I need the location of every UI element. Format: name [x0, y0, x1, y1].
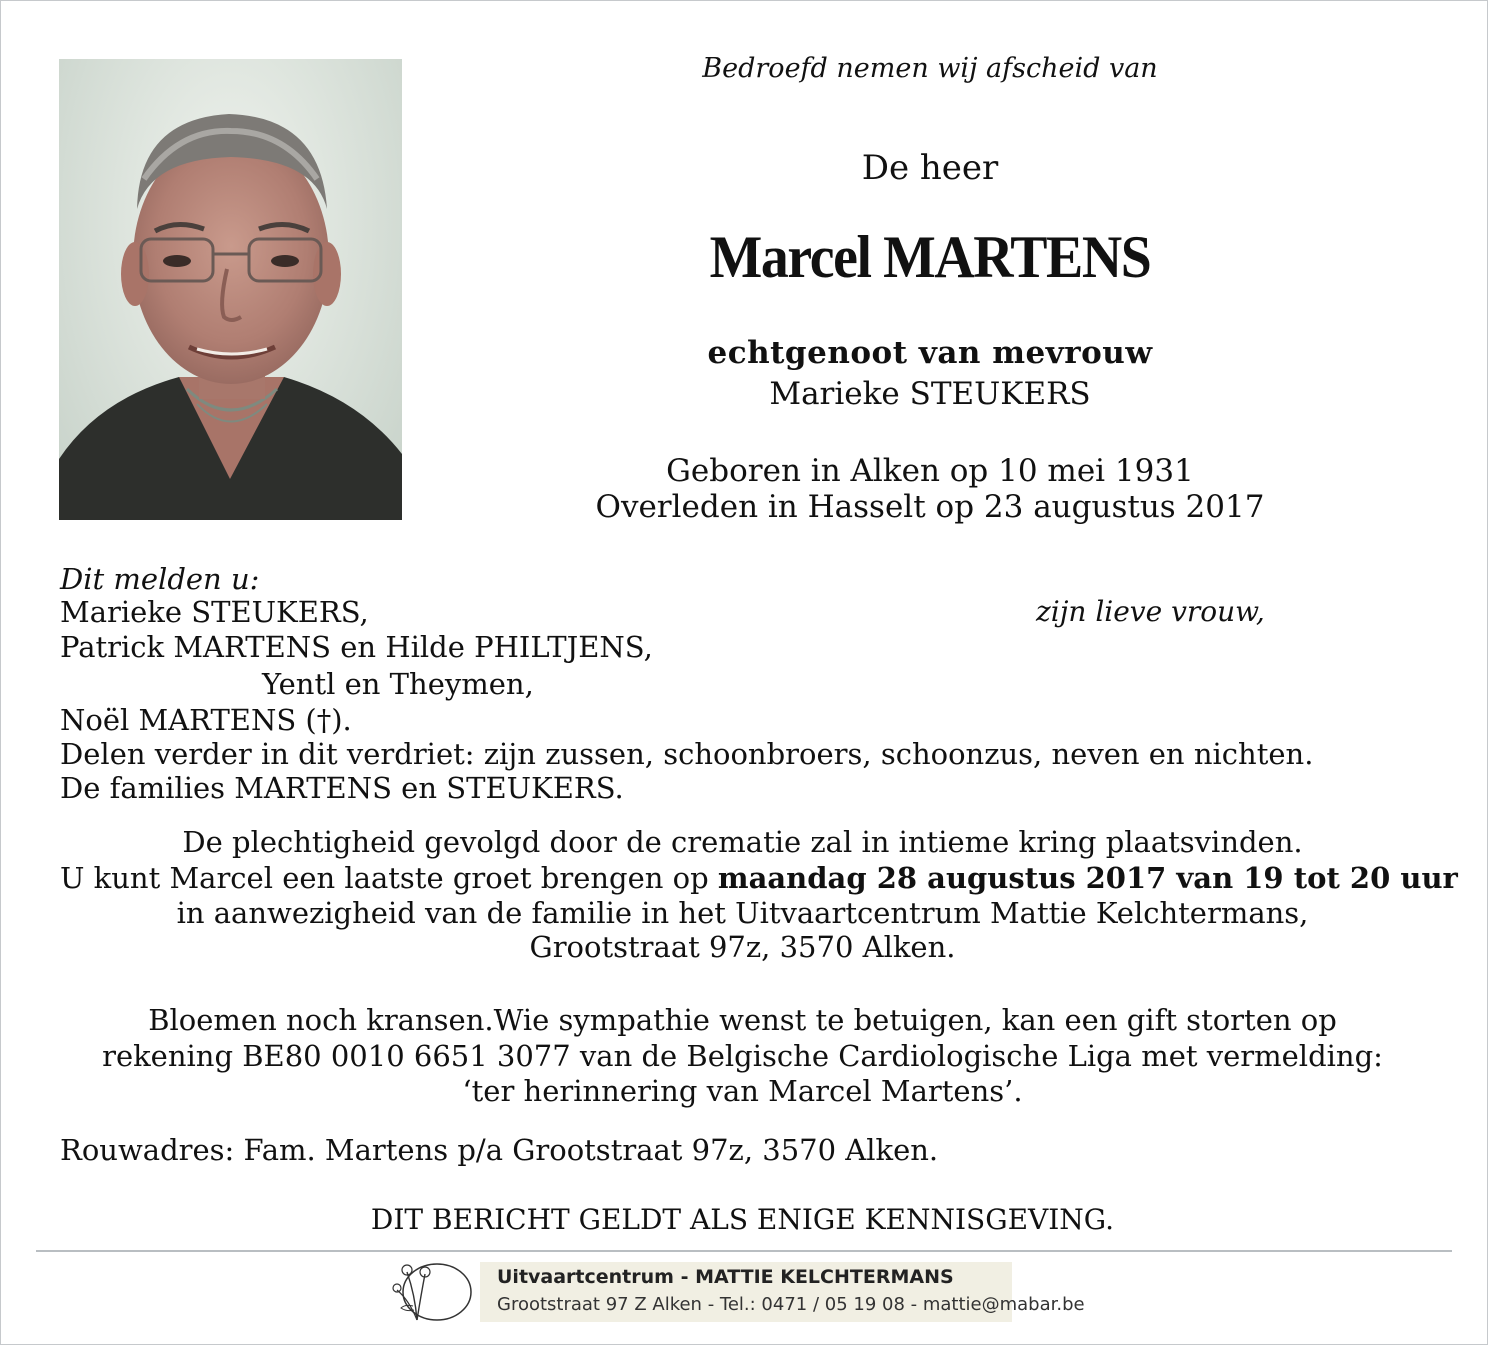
birth-info: Geboren in Alken op 10 mei 1931	[666, 453, 1194, 489]
family-line: Patrick MARTENS en Hilde PHILTJENS,	[60, 630, 653, 664]
ceremony-address: Grootstraat 97z, 3570 Alken.	[529, 930, 956, 964]
family-line: Marieke STEUKERS,	[60, 595, 369, 629]
ceremony-line: De plechtigheid gevolgd door de crematie zal in intieme kring plaatsvinden.	[182, 825, 1303, 859]
portrait-illustration	[59, 59, 402, 520]
death-info: Overleden in Hasselt op 23 augustus 2017	[595, 489, 1265, 525]
donation-line: rekening BE80 0010 6651 3077 van de Belgische Cardiologische Liga met vermelding:	[102, 1039, 1383, 1073]
footer-divider	[36, 1250, 1452, 1252]
deceased-name: Marcel MARTENS	[709, 224, 1151, 290]
title-prefix: De heer	[861, 148, 999, 188]
relation-note: zijn lieve vrouw,	[1036, 595, 1265, 628]
family-line: Delen verder in dit verdriet: zijn zussen, schoonbroers, schoonzus, neven en nichten.	[60, 737, 1314, 771]
closing-statement: DIT BERICHT GELDT ALS ENIGE KENNISGEVING.	[370, 1203, 1115, 1236]
donation-line: Bloemen noch kransen.Wie sympathie wenst te betuigen, kan een gift storten op	[148, 1003, 1337, 1037]
intro-text: Bedroefd nemen wij afscheid van	[702, 53, 1158, 84]
visitation-line	[60, 861, 1458, 895]
donation-line: ‘ter herinnering van Marcel Martens’.	[462, 1074, 1023, 1108]
family-heading: Dit melden u:	[60, 562, 260, 596]
flower-logo-icon	[387, 1260, 475, 1324]
portrait-photo	[59, 59, 402, 520]
family-line: Noël MARTENS (†).	[60, 703, 352, 737]
footer-company: Uitvaartcentrum - MATTIE KELCHTERMANS	[497, 1266, 954, 1288]
visitation-datetime: maandag 28 augustus 2017 van 19 tot 20 uur	[717, 861, 1458, 895]
spouse-name: Marieke STEUKERS	[769, 376, 1091, 412]
footer-contact: Grootstraat 97 Z Alken - Tel.: 0471 / 05 19 08 - mattie@mabar.be	[497, 1294, 1085, 1315]
spouse-relation: echtgenoot van mevrouw	[707, 335, 1153, 371]
visitation-prefix: U kunt Marcel een laatste groet brengen op	[60, 861, 718, 895]
family-line: De families MARTENS en STEUKERS.	[60, 771, 624, 805]
family-line: Yentl en Theymen,	[262, 667, 534, 701]
ceremony-line: in aanwezigheid van de familie in het Uitvaartcentrum Mattie Kelchtermans,	[176, 896, 1309, 930]
mourning-address: Rouwadres: Fam. Martens p/a Grootstraat 97z, 3570 Alken.	[60, 1133, 939, 1167]
